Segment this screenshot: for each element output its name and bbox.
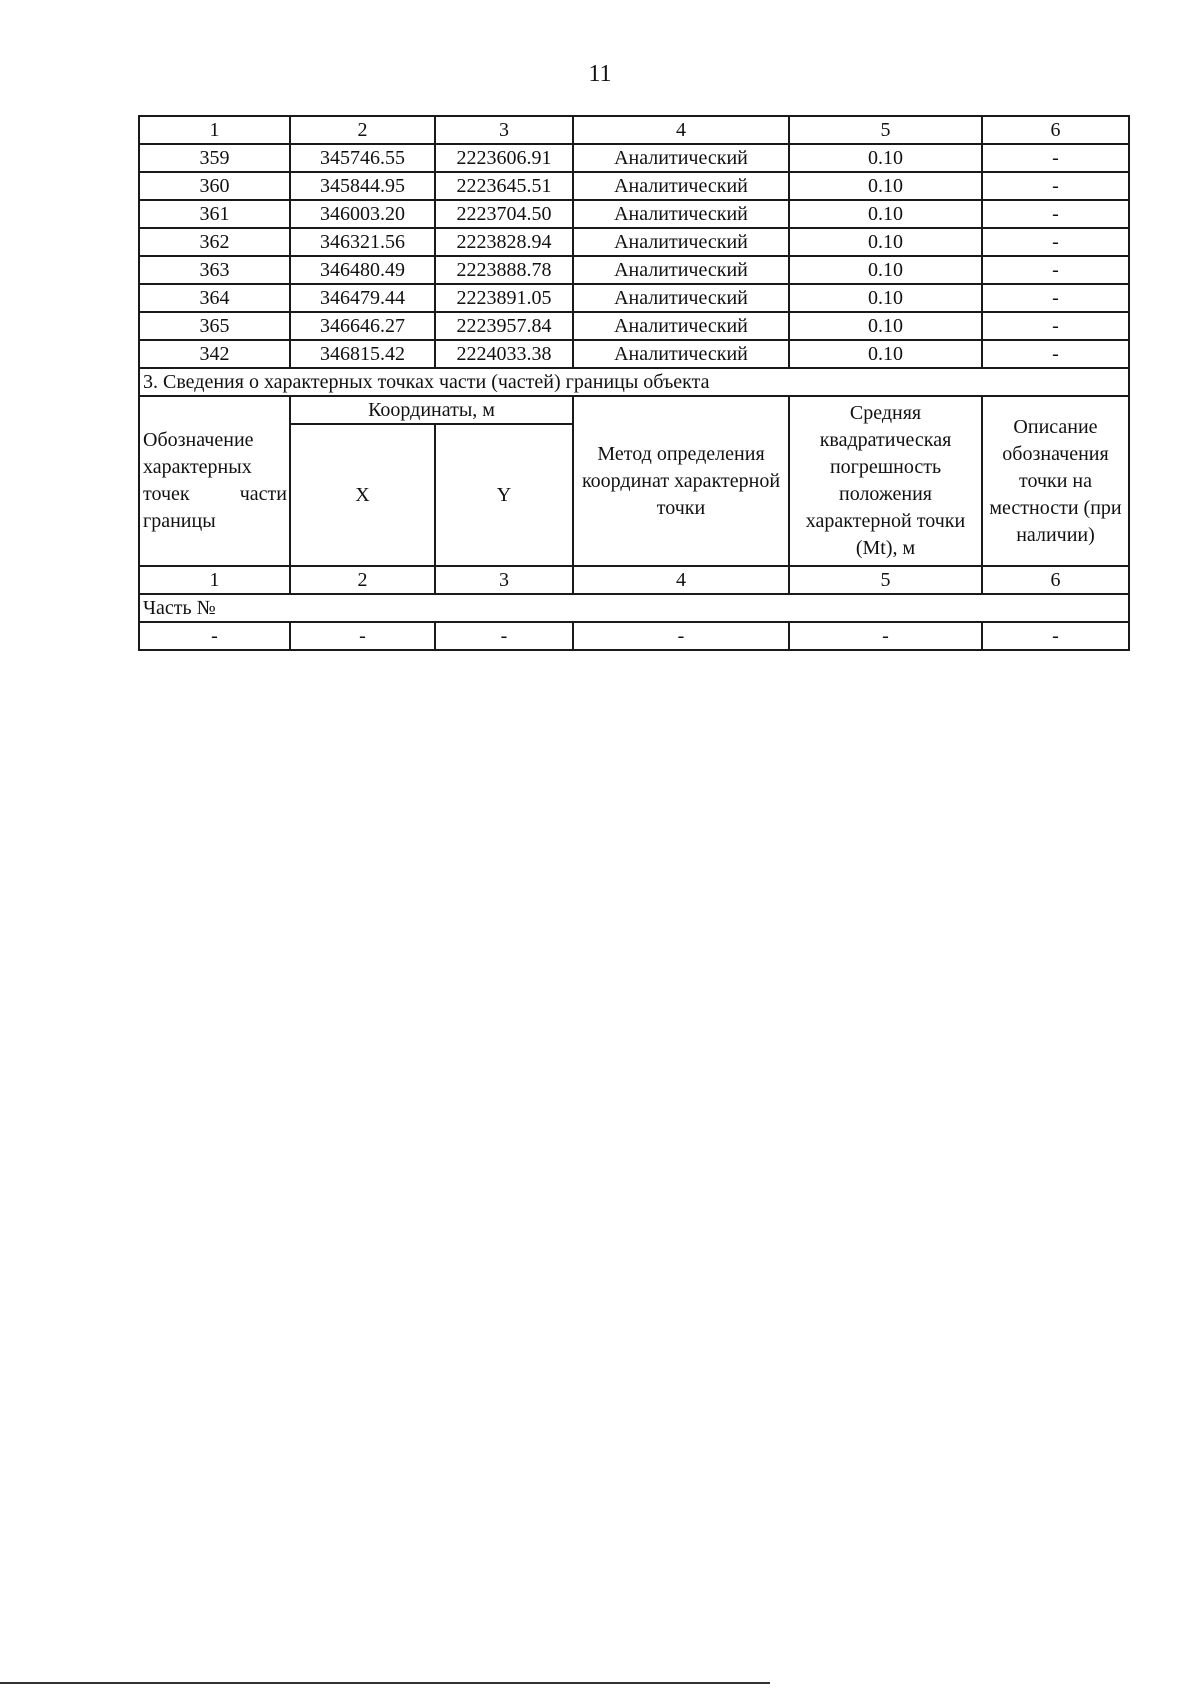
- column-number-cell: 2: [290, 116, 435, 144]
- y-coordinate: 2223957.84: [435, 312, 573, 340]
- y-coordinate: 2223704.50: [435, 200, 573, 228]
- table-row: [139, 340, 1129, 368]
- y-coordinate: 2223606.91: [435, 144, 573, 172]
- section-title-row: [139, 368, 1129, 396]
- point-number: 360: [139, 172, 290, 200]
- table-row: [139, 256, 1129, 284]
- point-number: 365: [139, 312, 290, 340]
- x-coordinate: 346646.27: [290, 312, 435, 340]
- y-coordinate: 2223888.78: [435, 256, 573, 284]
- y-coordinate: 2223828.94: [435, 228, 573, 256]
- accuracy: 0.10: [789, 200, 982, 228]
- x-coordinate: 346480.49: [290, 256, 435, 284]
- accuracy: 0.10: [789, 144, 982, 172]
- x-header: X: [290, 424, 435, 566]
- accuracy: 0.10: [789, 340, 982, 368]
- table-row: [139, 144, 1129, 172]
- method: Аналитический: [573, 312, 789, 340]
- method: Аналитический: [573, 284, 789, 312]
- description: -: [982, 172, 1129, 200]
- method-header: Метод определения координат характерной точки: [573, 396, 789, 566]
- page-number: 11: [588, 61, 612, 87]
- part-label: Часть №: [139, 594, 1129, 622]
- column-number-cell: 6: [982, 566, 1129, 594]
- point-number: 359: [139, 144, 290, 172]
- accuracy: 0.10: [789, 284, 982, 312]
- method: Аналитический: [573, 340, 789, 368]
- part-cell: -: [435, 622, 573, 650]
- part-cell: -: [789, 622, 982, 650]
- y-coordinate: 2223891.05: [435, 284, 573, 312]
- x-coordinate: 346815.42: [290, 340, 435, 368]
- footer-divider: [0, 1682, 770, 1684]
- part-cell: -: [573, 622, 789, 650]
- point-number: 364: [139, 284, 290, 312]
- x-coordinate: 345746.55: [290, 144, 435, 172]
- table-row: [139, 312, 1129, 340]
- point-number: 362: [139, 228, 290, 256]
- accuracy: 0.10: [789, 312, 982, 340]
- description: -: [982, 256, 1129, 284]
- boundary-points-table: [138, 115, 1130, 651]
- column-number-cell: 5: [789, 116, 982, 144]
- part-cell: -: [290, 622, 435, 650]
- column-number-cell: 2: [290, 566, 435, 594]
- method: Аналитический: [573, 144, 789, 172]
- column-number-cell: 3: [435, 116, 573, 144]
- description: -: [982, 340, 1129, 368]
- part-label-row: [139, 594, 1129, 622]
- point-designation-header: Обозначение характерных точек части границы: [139, 396, 290, 566]
- description: -: [982, 312, 1129, 340]
- column-number-row: [139, 566, 1129, 594]
- method: Аналитический: [573, 228, 789, 256]
- y-header: Y: [435, 424, 573, 566]
- description: -: [982, 200, 1129, 228]
- column-number-cell: 5: [789, 566, 982, 594]
- method: Аналитический: [573, 172, 789, 200]
- method: Аналитический: [573, 200, 789, 228]
- accuracy-header: Средняя квадратическая погрешность положения характерной точки (Mt), м: [789, 396, 982, 566]
- column-number-cell: 4: [573, 116, 789, 144]
- section3-header-row: [139, 396, 1129, 424]
- column-number-cell: 6: [982, 116, 1129, 144]
- table-row: [139, 200, 1129, 228]
- accuracy: 0.10: [789, 172, 982, 200]
- part-cell: -: [139, 622, 290, 650]
- table-row: [139, 622, 1129, 650]
- column-number-cell: 1: [139, 566, 290, 594]
- x-coordinate: 346003.20: [290, 200, 435, 228]
- point-number: 342: [139, 340, 290, 368]
- description: -: [982, 144, 1129, 172]
- y-coordinate: 2223645.51: [435, 172, 573, 200]
- table-row: [139, 172, 1129, 200]
- accuracy: 0.10: [789, 228, 982, 256]
- column-number-cell: 1: [139, 116, 290, 144]
- x-coordinate: 345844.95: [290, 172, 435, 200]
- table-row: [139, 284, 1129, 312]
- description: -: [982, 228, 1129, 256]
- table-row: [139, 228, 1129, 256]
- part-cell: -: [982, 622, 1129, 650]
- point-number: 363: [139, 256, 290, 284]
- section3-title: 3. Сведения о характерных точках части (частей) границы объекта: [139, 368, 1129, 396]
- coordinates-header: Координаты, м: [290, 396, 573, 424]
- column-number-cell: 4: [573, 566, 789, 594]
- method: Аналитический: [573, 256, 789, 284]
- description: -: [982, 284, 1129, 312]
- y-coordinate: 2224033.38: [435, 340, 573, 368]
- point-number: 361: [139, 200, 290, 228]
- x-coordinate: 346321.56: [290, 228, 435, 256]
- x-coordinate: 346479.44: [290, 284, 435, 312]
- description-header: Описание обозначения точки на местности (при наличии): [982, 396, 1129, 566]
- column-number-cell: 3: [435, 566, 573, 594]
- column-number-row: [139, 116, 1129, 144]
- accuracy: 0.10: [789, 256, 982, 284]
